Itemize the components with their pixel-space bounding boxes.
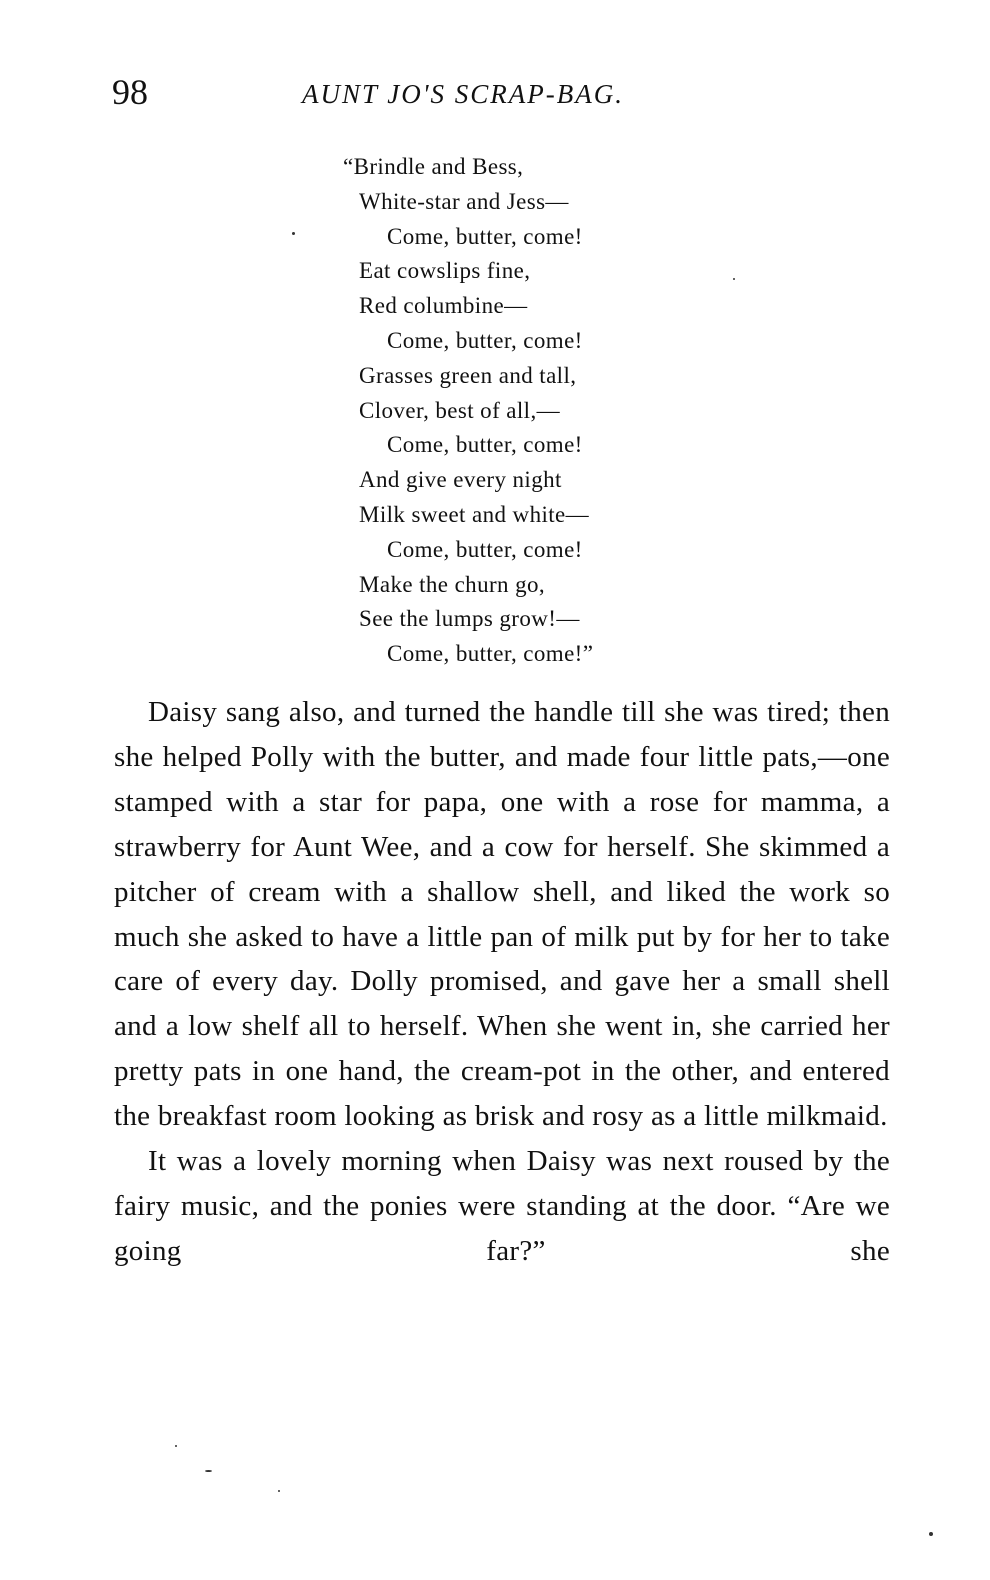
scan-speck bbox=[733, 278, 735, 280]
scan-speck bbox=[929, 1532, 933, 1536]
poem-refrain: Come, butter, come! bbox=[387, 536, 583, 562]
poem-line: And give every night bbox=[359, 467, 562, 493]
page-number: 98 bbox=[112, 72, 148, 112]
poem-refrain: Come, butter, come! bbox=[387, 223, 583, 249]
scan-speck bbox=[278, 1490, 280, 1492]
running-title: AUNT JO'S SCRAP-BAG. bbox=[302, 79, 624, 109]
poem-refrain: Come, butter, come!” bbox=[387, 641, 594, 667]
poem-line: See the lumps grow!— bbox=[359, 606, 580, 632]
poem-line: Make the churn go, bbox=[359, 571, 546, 597]
scan-speck bbox=[175, 1445, 177, 1447]
poem-line: Clover, best of all,— bbox=[359, 397, 561, 423]
poem-line: Eat cowslips fine, bbox=[359, 258, 531, 284]
poem-line: White-star and Jess— bbox=[359, 188, 569, 214]
page-header bbox=[112, 72, 712, 116]
paragraph: Daisy sang also, and turned the handle till she was tired; then she helped Polly with the butter, and made four little pats,—one stamped with a star for papa, one with a rose for mamma, a strawberry for Aunt Wee, and a cow for herself. She skimmed a pitcher of cream with a shallow shell, and liked the work so much she asked to have a little pan of milk put by for her to take care of every day. Dolly promised, and gave her a small shell and a low shelf all to herself. When she went in, she carried her pretty pats in one hand, the cream-pot in the other, and entered the breakfast room looking as brisk and rosy as a little milkmaid. bbox=[114, 696, 890, 1133]
poem-line: Red columbine— bbox=[359, 293, 528, 319]
poem-refrain: Come, butter, come! bbox=[387, 327, 583, 353]
poem-line: “Brindle and Bess, bbox=[343, 154, 524, 179]
prose-body bbox=[114, 690, 890, 1274]
scan-speck bbox=[292, 232, 295, 235]
poem-line: Milk sweet and white— bbox=[359, 501, 590, 527]
paragraph: It was a lovely morning when Daisy was next roused by the fairy music, and the ponies were standing at the door. “Are we going far?” she bbox=[114, 1145, 890, 1267]
scan-speck bbox=[205, 1470, 212, 1472]
poem-line: Grasses green and tall, bbox=[359, 362, 577, 388]
poem-stanza bbox=[343, 150, 759, 672]
poem-refrain: Come, butter, come! bbox=[387, 432, 583, 458]
